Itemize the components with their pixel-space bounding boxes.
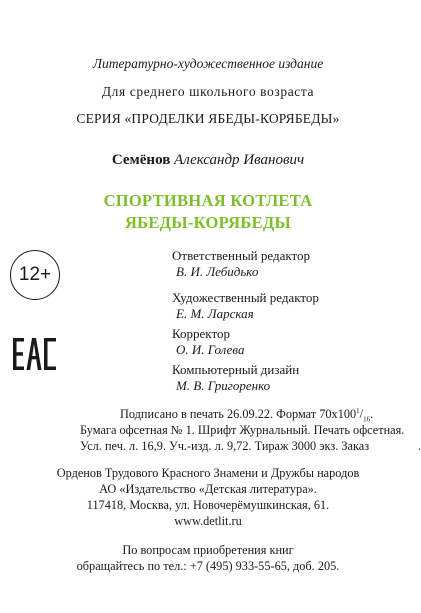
imprint-signed: Подписано в печать 26.09.22. Формат $70x100^1/_{16}$. [120,407,374,424]
format-denominator: 16 [363,415,371,424]
credit-role: Корректор [172,326,230,341]
publisher-address: 117418, Москва, ул. Новочерёмушкинская, 61. [86,498,330,512]
credit-name: В. И. Лебидько [176,264,259,279]
publisher-name: АО «Издательство «Детская литература». [99,482,317,496]
book-title-line-1: СПОРТИВНАЯ КОТЛЕТА [103,191,313,210]
credit-role: Компьютерный дизайн [172,362,300,377]
credit-name: М. В. Григоренко [176,378,271,393]
author-surname: Семёнов [111,152,171,168]
credit-name: О. И. Голева [176,342,245,357]
purchase-info: По вопросам приобретения книг [122,543,294,557]
credit-name: Е. М. Ларская [176,306,254,321]
author-name [0,152,416,169]
series-name: СЕРИЯ «ПРОДЕЛКИ ЯБЕДЫ-КОРЯБЕДЫ» [76,111,340,126]
imprint-sheets-text: Усл. печ. л. 16,9. Уч.-изд. л. 9,72. Тираж 3000 экз. Заказ [80,439,370,453]
imprint-signed-text: Подписано в печать 26.09.22. Формат 70x100 [120,407,357,422]
age-audience: Для среднего школьного возраста [101,84,315,99]
credit-role: Художественный редактор [172,290,319,305]
eac-mark-icon [13,338,57,370]
purchase-phone: обращайтесь по тел.: +7 (495) 933-55-65, доб. 205. [76,559,340,573]
credit-role: Ответственный редактор [172,248,311,263]
age-rating-badge: 12+ [10,250,60,300]
imprint-sheets: Усл. печ. л. 16,9. Уч.-изд. л. 9,72. Тираж 3000 экз. Заказ . [80,439,421,453]
publisher-orders: Орденов Трудового Красного Знамени и Дружбы народов [56,466,360,480]
format-numerator: 1 [356,407,360,415]
book-title-line-2: ЯБЕДЫ-КОРЯБЕДЫ [124,213,292,232]
imprint-paper: Бумага офсетная № 1. Шрифт Журнальный. Печать офсетная. [80,423,405,437]
author-given-names: Александр Иванович [174,152,305,168]
edition-type: Литературно-художественное издание [92,56,324,71]
publisher-website: www.detlit.ru [174,514,242,528]
